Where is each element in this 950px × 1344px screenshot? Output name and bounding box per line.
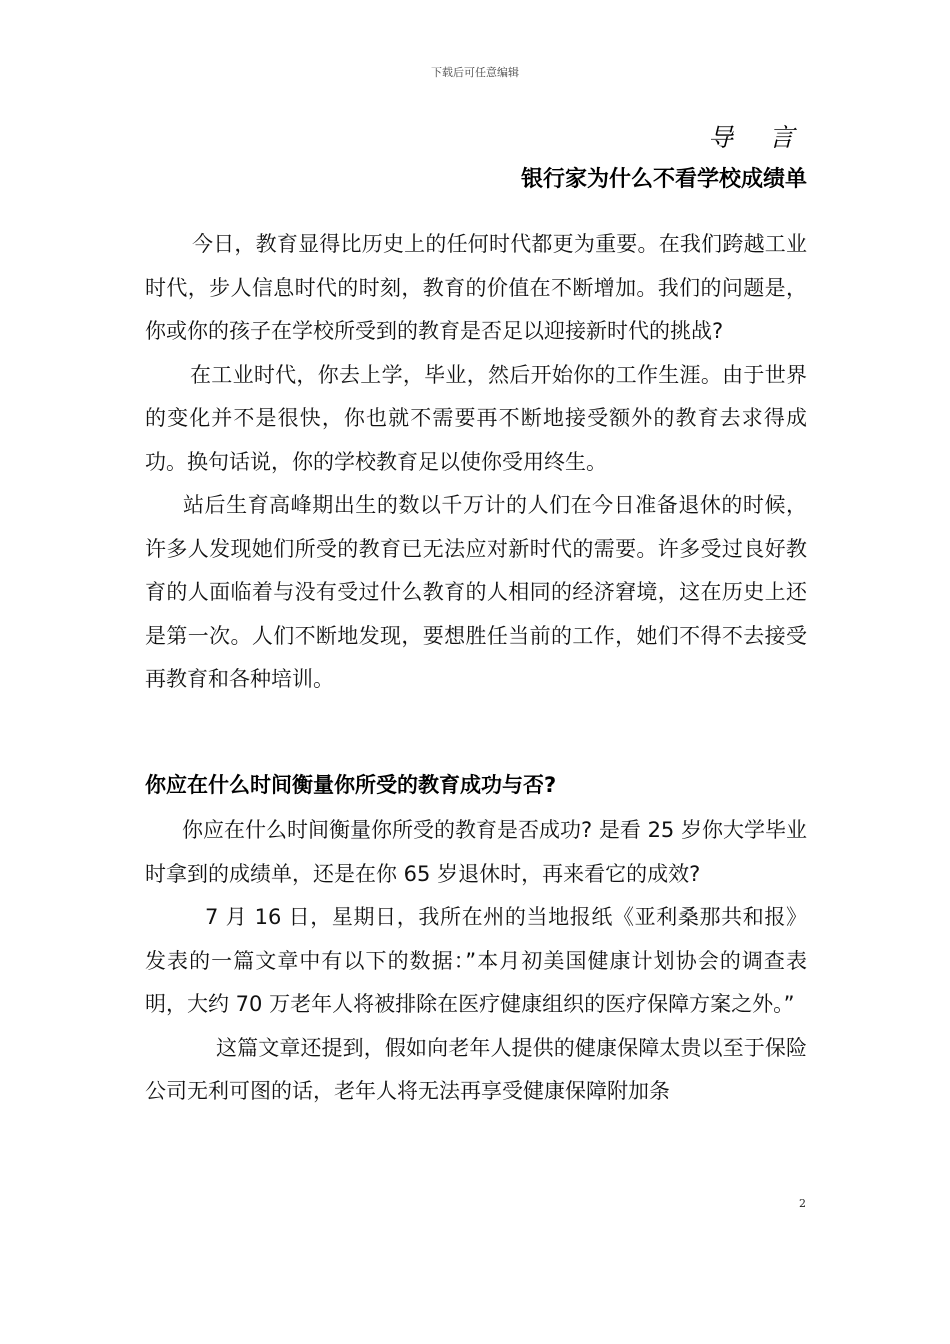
paragraph: 这篇文章还提到，假如向老年人提供的健康保障太贵以至于保险公司无利可图的话，老年人将无法再享受健康保障附加条	[145, 1035, 807, 1103]
paragraph: 7 月 16 日，星期日，我所在州的当地报纸《亚利桑那共和报》发表的一篇文章中有以下的数据：”本月初美国健康计划协会的调查表明，大约 70 万老年人将被排除在医疗健康组织的医疗保障方案之外。”	[145, 905, 807, 1016]
page-title: 导 言	[708, 123, 808, 152]
paragraph: 在工业时代，你去上学，毕业，然后开始你的工作生涯。由于世界的变化并不是很快，你也就不需要再不断地接受额外的教育去求得成功。换句话说，你的学校教育足以使你受用终生。	[145, 362, 807, 474]
paragraph: 你应在什么时间衡量你所受的教育是否成功? 是看 25 岁你大学毕业时拿到的成绩单，还是在你 65 岁退休时，再来看它的成效?	[145, 818, 807, 886]
page-subtitle: 银行家为什么不看学校成绩单	[520, 167, 807, 192]
paragraph: 站后生育高峰期出生的数以千万计的人们在今日准备退休的时候，许多人发现她们所受的教育已无法应对新时代的需要。许多受过良好教育的人面临着与没有受过什么教育的人相同的经济窘境，这在历史上还是第一次。人们不断地发现，要想胜任当前的工作，她们不得不去接受再教育和各种培训。	[145, 493, 807, 691]
page-number: 2	[799, 1197, 806, 1210]
intro-text-block	[145, 223, 807, 702]
paragraph: 今日，教育显得比历史上的任何时代都更为重要。在我们跨越工业时代，步人信息时代的时刻，教育的价值在不断增加。我们的问题是，你或你的孩子在学校所受到的教育是否足以迎接新时代的挑战?	[145, 232, 807, 343]
header-note: 下载后可任意编辑	[431, 66, 519, 79]
section-text-block	[145, 809, 807, 1114]
section-heading: 你应在什么时间衡量你所受的教育成功与否?	[145, 773, 557, 797]
